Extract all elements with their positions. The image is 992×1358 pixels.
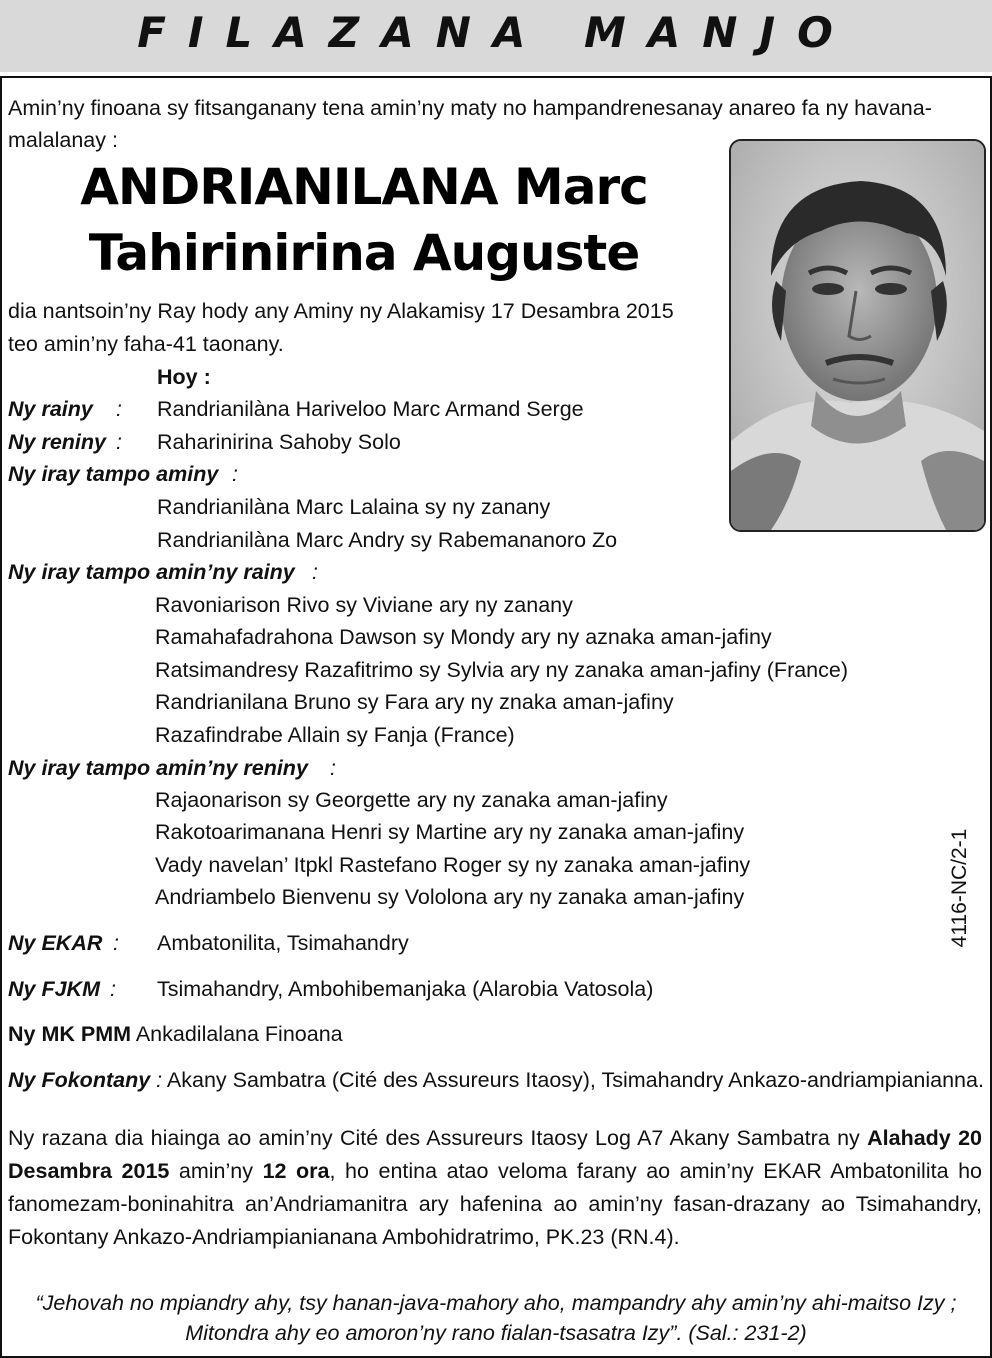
father-sibling-item: Randrianilana Bruno sy Fara ary ny znaka aman-jafiny	[155, 690, 674, 714]
father-siblings-colon: :	[312, 560, 318, 584]
mother-sibling-item: Rajaonarison sy Georgette ary ny zanaka aman-jafiny	[155, 788, 668, 812]
father-sibling-item: Razafindrabe Allain sy Fanja (France)	[155, 723, 515, 747]
scripture-quote-line-2: Mitondra ahy eo amoron’ny rano fialan-tsasatra Izy”. (Sal.: 231-2)	[185, 1321, 807, 1345]
hoy-label: Hoy :	[157, 365, 211, 389]
sibling-item: Randrianilàna Marc Lalaina sy ny zanany	[157, 495, 551, 519]
mk-pmm-line: Ny MK PMM Ankadilalana Finoana	[8, 1022, 343, 1046]
father-sibling-item: Ramahafadrahona Dawson sy Mondy ary ny aznaka aman-jafiny	[155, 625, 772, 649]
scripture-quote-line-1: “Jehovah no mpiandry ahy, tsy hanan-java-mahory aho, mampandry ahy amin’ny ahi-maitso Izy ;	[35, 1291, 957, 1315]
mother-colon: :	[116, 430, 122, 454]
mother-siblings-label: Ny iray tampo amin’ny reniny	[8, 756, 308, 780]
fjkm-colon: :	[110, 977, 116, 1001]
ekar-label: Ny EKAR	[8, 931, 103, 955]
mother-sibling-item: Vady navelan’ Itpkl Rastefano Roger sy ny zanaka aman-jafiny	[155, 853, 751, 877]
siblings-label: Ny iray tampo aminy	[8, 462, 219, 486]
deceased-name-line-1: ANDRIANILANA Marc	[80, 158, 648, 216]
mother-siblings-colon: :	[330, 756, 336, 780]
fjkm-value: Tsimahandry, Ambohibemanjaka (Alarobia Vatosola)	[157, 977, 654, 1001]
father-name: Randrianilàna Hariveloo Marc Armand Serge	[157, 397, 584, 421]
intro-line-2: malalanay :	[8, 128, 118, 152]
father-label: Ny rainy	[8, 397, 93, 421]
reference-code: 4116-NC/2-1	[948, 828, 971, 948]
ekar-colon: :	[113, 931, 119, 955]
intro-line-1: Amin’ny finoana sy fitsanganany tena amin’ny maty no hampandrenesanay anareo fa ny havana-	[8, 96, 932, 120]
page-title: FILAZANA MANJO	[137, 8, 855, 57]
portrait-image	[731, 141, 984, 530]
fokontany-line: Ny Fokontany : Akany Sambatra (Cité des Assureurs Itaosy), Tsimahandry Ankazo-andriampianianna.	[8, 1068, 984, 1092]
funeral-paragraph: Ny razana dia hiainga ao amin’ny Cité des Assureurs Itaosy Log A7 Akany Sambatra ny Alahady 20 Desambra 2015 amin’ny 12 ora, ho entina atao veloma farany ao amin’ny EKAR Ambatonilita ho fanomezam-boninahitra an’Andriamanitra ary hafenina ao amin’ny fasan-drazany ao Tsimahandry, Fokontany Ankazo-Andriampianianana Ambohidratrimo, PK.23 (RN.4).	[8, 1126, 982, 1249]
father-sibling-item: Ravoniarison Rivo sy Viviane ary ny zanany	[155, 593, 573, 617]
header-banner	[0, 0, 992, 72]
death-line-2: teo amin’ny faha-41 taonany.	[8, 332, 284, 356]
mother-label: Ny reniny	[8, 430, 106, 454]
father-colon: :	[116, 397, 122, 421]
death-line-1: dia nantsoin’ny Ray hody any Aminy ny Alakamisy 17 Desambra 2015	[8, 299, 674, 323]
mother-name: Raharinirina Sahoby Solo	[157, 430, 401, 454]
deceased-photo	[729, 139, 986, 532]
father-sibling-item: Ratsimandresy Razafitrimo sy Sylvia ary ny zanaka aman-jafiny (France)	[155, 658, 849, 682]
mother-sibling-item: Andriambelo Bienvenu sy Vololona ary ny zanaka aman-jafiny	[155, 885, 745, 909]
father-siblings-label: Ny iray tampo amin’ny rainy	[8, 560, 295, 584]
ekar-value: Ambatonilita, Tsimahandry	[157, 931, 409, 955]
sibling-item: Randrianilàna Marc Andry sy Rabemananoro Zo	[157, 528, 618, 552]
deceased-name-line-2: Tahirinirina Auguste	[88, 224, 640, 282]
fjkm-label: Ny FJKM	[8, 977, 100, 1001]
mother-sibling-item: Rakotoarimanana Henri sy Martine ary ny zanaka aman-jafiny	[155, 820, 745, 844]
siblings-colon: :	[232, 462, 238, 486]
